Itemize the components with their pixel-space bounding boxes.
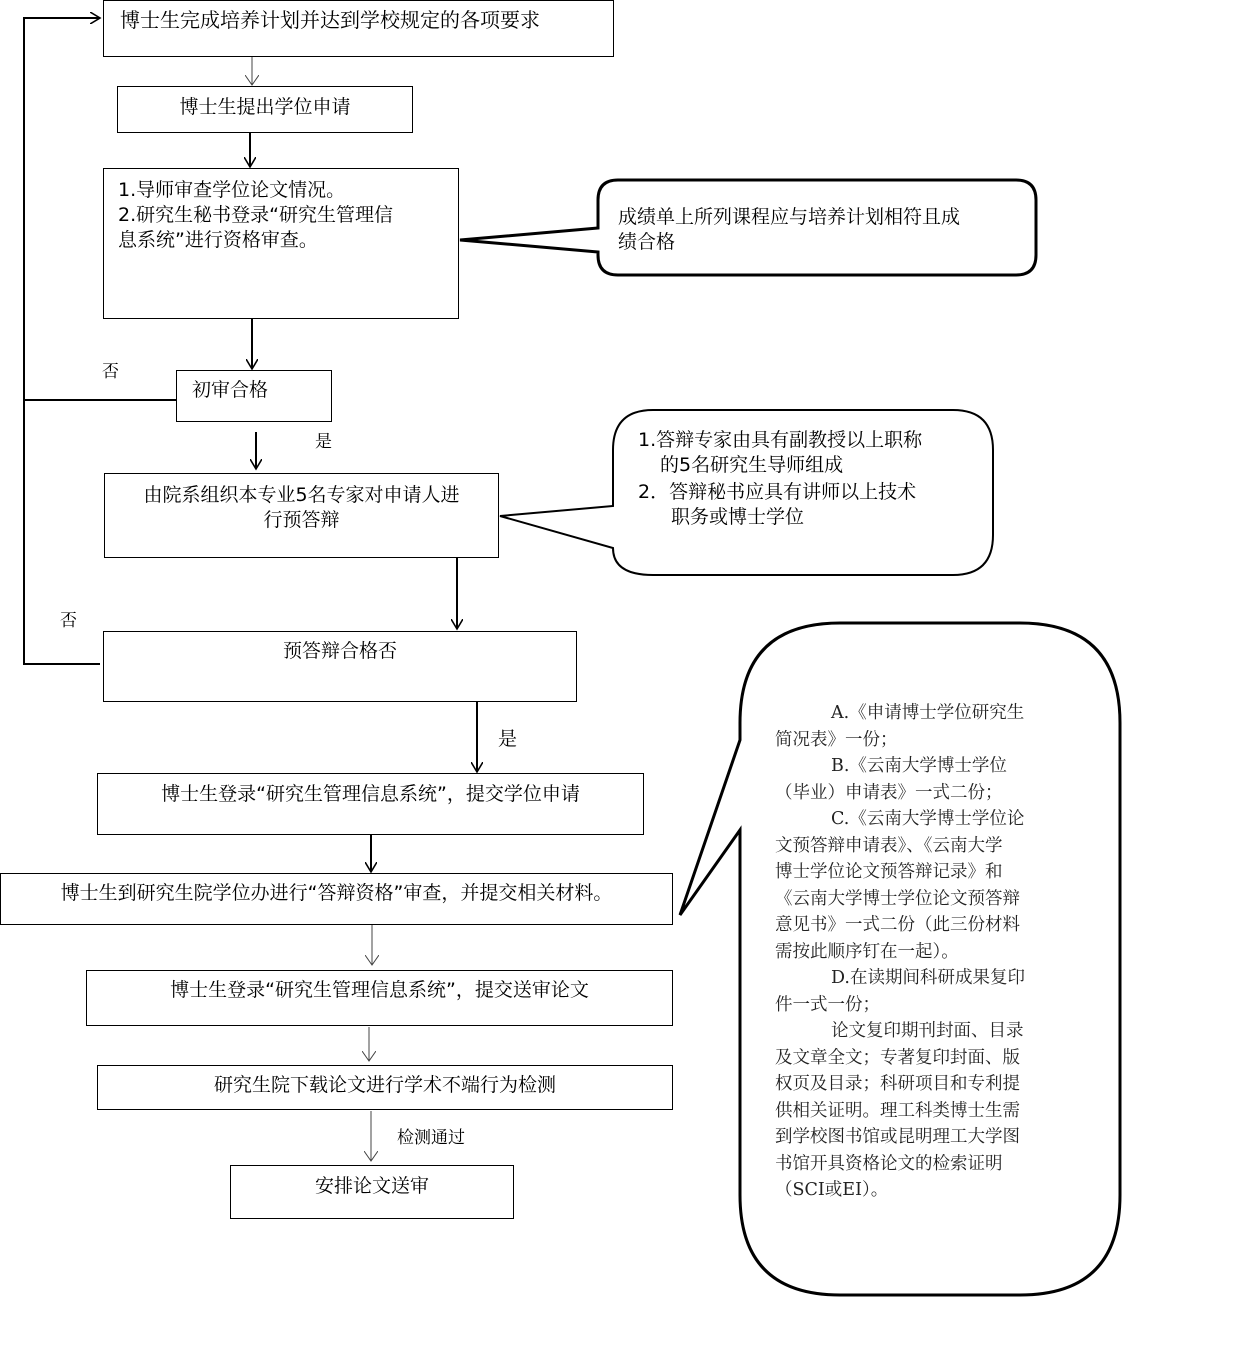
step-pre-defense-pass-text: 预答辩合格否 — [282, 640, 397, 662]
step-arrange-review — [230, 1165, 514, 1219]
materials-line-12: 件一式一份； — [775, 994, 880, 1015]
materials-line-11: D.在读期间科研成果复印 — [831, 968, 1025, 988]
step-complete-plan-text: 博士生完成培养计划并达到学校规定的各项要求 — [120, 8, 540, 32]
materials-line-10: 需按此顺序钉在一起）。 — [775, 941, 959, 962]
step-apply-degree — [117, 86, 413, 133]
callout-grades-line-1: 成绩单上所列课程应与培养计划相符且成 — [618, 206, 961, 228]
label-no-pre-defense: 否 — [60, 611, 77, 631]
label-yes-initial: 是 — [315, 432, 332, 452]
materials-line-16: 供相关证明。理工科类博士生需 — [775, 1100, 1020, 1121]
callout-experts — [638, 428, 922, 530]
materials-line-14: 及文章全文；专著复印封面、版 — [775, 1047, 1020, 1068]
step-pre-defense-line-2: 行预答辩 — [263, 509, 340, 531]
materials-line-7: 博士学位论文预答辩记录》和 — [775, 862, 1003, 882]
step-arrange-review-text: 安排论文送审 — [314, 1175, 429, 1197]
callout-grades — [618, 205, 960, 255]
materials-line-6: 文预答辩申请表》、《云南大学 — [775, 835, 1003, 856]
step-review-line-3: 息系统”进行资格审查。 — [118, 229, 318, 251]
callout-grades-line-2: 绩合格 — [618, 231, 676, 253]
step-submit-thesis-text: 博士生登录“研究生管理信息系统”，提交送审论文 — [170, 979, 589, 1001]
materials-line-4: （毕业）申请表》一式二份； — [775, 782, 1003, 803]
step-plagiarism-check — [97, 1065, 673, 1110]
step-pre-defense-pass — [103, 631, 577, 702]
step-eligibility-review-text: 博士生到研究生院学位办进行“答辩资格”审查，并提交相关材料。 — [60, 882, 613, 904]
loop-line — [24, 18, 100, 664]
step-initial-pass-text: 初审合格 — [192, 379, 269, 401]
materials-line-2: 简况表》一份； — [775, 729, 898, 750]
materials-line-15: 权页及目录；科研项目和专利提 — [775, 1074, 1020, 1094]
materials-line-17: 到学校图书馆或昆明理工大学图 — [775, 1127, 1020, 1147]
step-initial-pass — [176, 370, 332, 422]
materials-line-1: A.《申请博士学位研究生 — [831, 703, 1025, 723]
step-submit-application — [97, 773, 644, 835]
label-no-initial: 否 — [102, 362, 119, 382]
materials-line-19: （SCI或EI）。 — [775, 1180, 889, 1200]
step-review — [103, 168, 459, 319]
materials-line-8: 《云南大学博士学位论文预答辩 — [775, 888, 1020, 909]
step-complete-plan — [103, 0, 614, 57]
step-submit-application-text: 博士生登录“研究生管理信息系统”，提交学位申请 — [161, 783, 580, 805]
step-apply-degree-text: 博士生提出学位申请 — [179, 96, 351, 118]
label-check-passed: 检测通过 — [397, 1128, 465, 1148]
label-yes-pre-defense: 是 — [498, 728, 518, 750]
step-eligibility-review — [0, 873, 673, 925]
step-review-line-2: 2.研究生秘书登录“研究生管理信 — [118, 204, 393, 226]
materials-line-13: 论文复印期刊封面、目录 — [831, 1021, 1024, 1041]
step-review-line-1: 1.导师审查学位论文情况。 — [118, 179, 346, 201]
materials-line-3: B.《云南大学博士学位 — [831, 756, 1007, 776]
step-submit-thesis — [86, 970, 673, 1026]
materials-line-5: C.《云南大学博士学位论 — [831, 809, 1025, 829]
materials-line-18: 书馆开具资格论文的检索证明 — [775, 1153, 1003, 1174]
callout-experts-line-3: 2．答辩秘书应具有讲师以上技术 — [638, 481, 917, 503]
callout-experts-line-1: 1.答辩专家由具有副教授以上职称 — [638, 429, 923, 451]
materials-line-9: 意见书》一式二份（此三份材料 — [775, 915, 1020, 935]
step-pre-defense-line-1: 由院系组织本专业5名专家对申请人进 — [143, 484, 460, 506]
step-pre-defense — [104, 473, 499, 558]
callout-experts-line-4: 职务或博士学位 — [671, 506, 805, 528]
step-plagiarism-check-text: 研究生院下载论文进行学术不端行为检测 — [213, 1074, 556, 1096]
callout-experts-line-2: 的5名研究生导师组成 — [660, 454, 844, 476]
callout-materials — [775, 700, 1025, 1204]
